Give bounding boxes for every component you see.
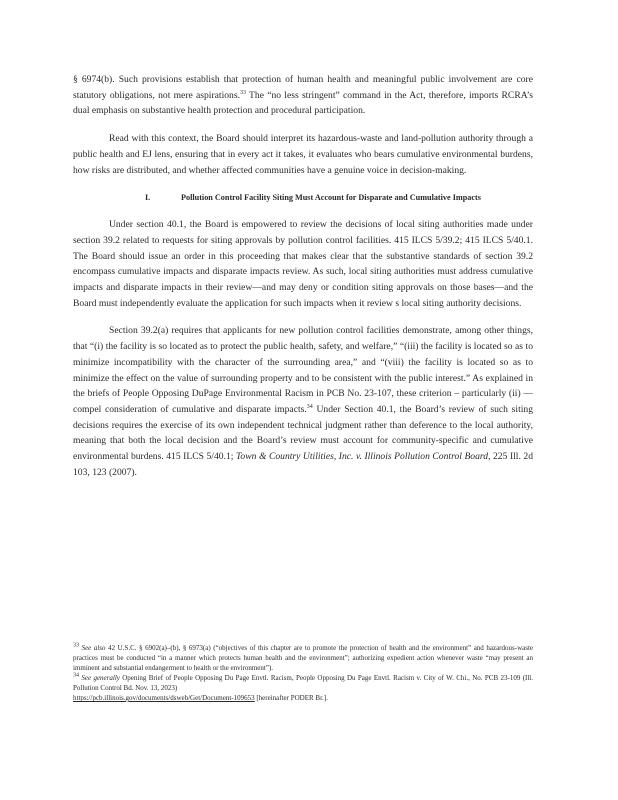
footnote-33 (73, 643, 533, 673)
heading-number: I. (145, 193, 151, 203)
footnote-number: 33 (73, 642, 79, 649)
paragraph-text: § 6974(b). Such provisions establish that protection of human health and meaningful public involvement are core statutory obligations, not mere aspirations. (73, 74, 533, 101)
footnotes (73, 643, 533, 703)
signal-text: See generally (81, 674, 120, 682)
signal-text: See also (81, 644, 106, 652)
body-text (73, 72, 533, 492)
footnote-text: Opening Brief of People Opposing Du Page Envtl. Racism, People Opposing Du Page Envtl. Racism v. City of W. Chi., No. PCB 23-109 (Ill. Pollution Control Bd. Nov. 13, 2023) (73, 674, 534, 692)
footnote-number: 34 (73, 672, 79, 679)
footnote-text: 42 U.S.C. § 6902(a)–(b), § 6973(a) (“objectives of this chapter are to promote the protection of health and the environment” and hazardous-waste practices must be conducted “in a manner which protects human health and the environment”; authorizing expedient action whenever waste “may present an imminent and substantial endangerment to health or the environment”). (73, 644, 534, 672)
paragraph-section-40-1: Under section 40.1, the Board is empowered to review the decisions of local siting authorities made under section 39.2 related to requests for siting approvals by pollution control facilities. 415 ILCS 5/39.2; 415 ILCS 5/40.1. The Board should issue an order in this proceeding that makes clear that the substantive standards of section 39.2 encompass cumulative impacts and disparate impacts review. As such, local siting authorities must address cumulative impacts and disparate impacts in their review—and may deny or condition siting approvals on those bases—and the Board must independently evaluate the application for such impacts when it review s local siting authority decisions. (73, 219, 533, 309)
paragraph-rcra (73, 72, 533, 119)
case-citation: , 225 Ill. 2d 103, 123 (2007). (73, 451, 533, 478)
footnote-ref-34[interactable]: 34 (306, 403, 313, 410)
paragraph-text: The “no less stringent” command in the Act, therefore, imports RCRA’s dual emphasis on substantive health protection and procedural participation. (73, 89, 533, 117)
paragraph-section-39-2 (73, 323, 533, 480)
footnote-ref-33[interactable]: 33 (239, 89, 246, 96)
footnote-separator (73, 626, 533, 628)
heading-text: Pollution Control Facility Siting Must Account for Disparate and Cumulative Impacts (181, 193, 481, 203)
footnote-text: [hereinafter PODER Br.]. (254, 694, 328, 702)
paragraph-text: Section 39.2(a) requires that applicants for new pollution control facilities demonstrate, among other things, that “(i) the facility is so located as to protect the public health, safety, and welfare,” “(iii) the facility is located so as to minimize incompatibility with the character of the surrounding area,” and “(viii) the facility is located so as to minimize the effect on the value of surrounding property and to be consistent with the public interest.” As explained in the briefs of People Opposing DuPage Environmental Racism in PCB No. 23-107, these criterion – particularly (ii) — compel consideration of cumulative and disparate impacts. (73, 325, 533, 415)
case-name: Town & Country Utilities, Inc. v. Illinois Pollution Control Board (235, 451, 489, 463)
footnote-34 (73, 673, 533, 703)
document-link[interactable]: https://pcb.illinois.gov/documents/dsweb/Get/Document-109653 (73, 694, 255, 702)
paragraph-interpretation: Read with this context, the Board should interpret its hazardous-waste and land-pollution authority through a public health and EJ lens, ensuring that in every act it takes, it evaluates who bears cumulative environmental burdens, how risks are distributed, and whether affected communities have a genuine voice in decision-making. (73, 133, 533, 176)
paragraph-text: Under Section 40.1, the Board’s review of such siting decisions requires the exercise of its own independent technical judgment rather than deference to the local authority, meaning that both the local decision and the Board’s review must account for community-specific and cumulative environmental burdens. 415 ILCS 5/40.1; (73, 403, 533, 463)
section-heading (145, 190, 525, 205)
